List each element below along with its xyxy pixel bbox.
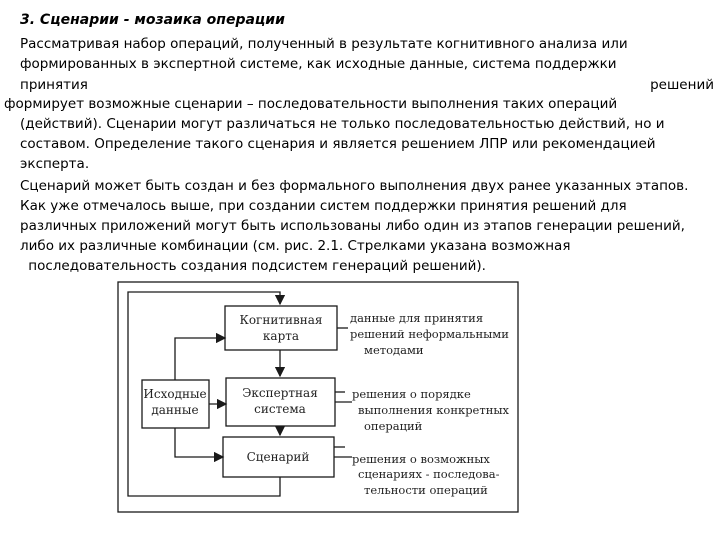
expert-note-1: решения о порядке bbox=[352, 387, 471, 401]
arrow-source-to-cognitive bbox=[175, 338, 225, 380]
paragraph-line: Рассматривая набор операций, полученный в результате когнитивного анализа или bbox=[20, 36, 628, 52]
section-heading: 3. Сценарии - мозаика операции bbox=[20, 12, 285, 28]
arrow-source-to-scenarios bbox=[175, 428, 223, 457]
expert-system-label-1: Экспертная bbox=[242, 386, 318, 400]
paragraph-line: (действий). Сценарии могут различаться не только последовательностью действий, но и bbox=[20, 116, 665, 132]
paragraph-line: Как уже отмечалось выше, при создании систем поддержки принятия решений для bbox=[20, 198, 627, 214]
paragraph-line: либо их различные комбинации (см. рис. 2.1. Стрелками указана возможная bbox=[20, 238, 571, 254]
scenario-note-2: сценариях - последова- bbox=[358, 467, 500, 481]
expert-note-3: операций bbox=[364, 419, 423, 433]
cognitive-map-label-1: Когнитивная bbox=[239, 313, 323, 327]
cognitive-note-1: данные для принятия bbox=[350, 311, 484, 325]
paragraph-line: формирует возможные сценарии – последовательности выполнения таких операций bbox=[4, 96, 618, 112]
paragraph-line-left: принятия bbox=[20, 77, 88, 93]
cognitive-map-label-2: карта bbox=[262, 329, 300, 343]
scenarios-label: Сценарий bbox=[246, 450, 310, 464]
paragraph-line: эксперта. bbox=[20, 156, 90, 172]
expert-system-label-2: система bbox=[254, 402, 306, 416]
paragraph-line: Сценарий может быть создан и без формального выполнения двух ранее указанных этапов. bbox=[20, 178, 689, 194]
paragraph-line: составом. Определение такого сценария и является решением ЛПР или рекомендацией bbox=[20, 136, 656, 152]
source-data-label-2: данные bbox=[151, 403, 199, 417]
cognitive-note-3: методами bbox=[364, 343, 424, 357]
scenario-note-1: решения о возможных bbox=[352, 452, 490, 466]
cognitive-note-2: решений неформальными bbox=[350, 327, 509, 341]
paragraph-line: формированных в экспертной системе, как исходные данные, система поддержки bbox=[20, 56, 617, 72]
paragraph-line-right: решений bbox=[650, 77, 714, 93]
paragraph-line: различных приложений могут быть использованы либо один из этапов генерации решений, bbox=[20, 218, 685, 234]
scenario-note-3: тельности операций bbox=[364, 483, 488, 497]
expert-note-2: выполнения конкретных bbox=[358, 403, 510, 417]
source-data-label-1: Исходные bbox=[143, 387, 207, 401]
paragraph-line: последовательность создания подсистем генераций решений). bbox=[24, 258, 486, 274]
